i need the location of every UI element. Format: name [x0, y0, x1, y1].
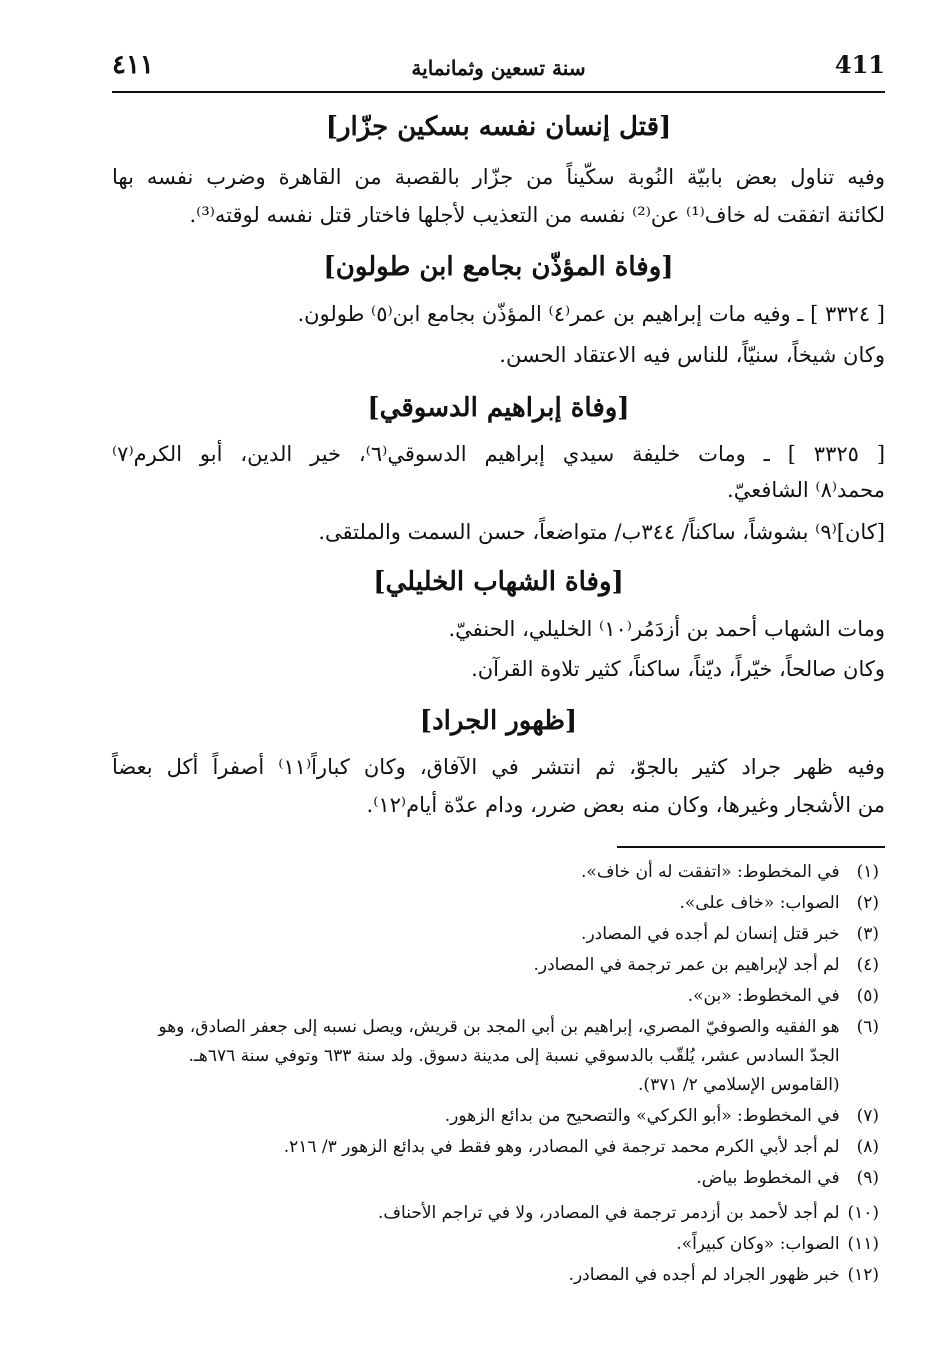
footnote [112, 1168, 879, 1188]
footnote-number: (٤) [856, 955, 879, 975]
footnote [112, 1106, 879, 1126]
footnote-number: (٩) [856, 1168, 879, 1188]
footnote [112, 1203, 879, 1223]
footnote-text: في المخطوط: «أبو الكركي» والتصحيح من بدائع الزهور. [444, 1106, 840, 1126]
footnote-number: (٦) [856, 1017, 879, 1037]
paragraph-line: وفيه تناول بعض بابيّة النُوبة سكّيناً من جزّار بالقصبة من القاهرة وضرب نفسه بها [112, 165, 885, 189]
footnote [112, 1017, 879, 1037]
footnote-text: في المخطوط: «بن». [687, 986, 840, 1006]
running-header [112, 50, 885, 90]
footnote-text: الصواب: «خاف على». [679, 893, 840, 913]
paragraph-line: وفيه ظهر جراد كثير بالجوّ، ثم انتشر في الآفاق، وكان كباراً⁽١١⁾ أصفراً أكل بعضاً [112, 755, 885, 779]
footnote-rule [617, 846, 885, 848]
section-heading: [وفاة إبراهيم الدسوقي] [367, 393, 630, 423]
section-heading: [ظهور الجراد] [419, 706, 578, 736]
section-heading: [وفاة الشهاب الخليلي] [373, 567, 624, 597]
paragraph-line: وكان شيخاً، سنيّاً، للناس فيه الاعتقاد الحسن. [499, 343, 885, 367]
footnote-text: خبر ظهور الجراد لم أجده في المصادر. [568, 1265, 840, 1285]
page-number-arabic: ٤١١ [112, 50, 154, 80]
page-number: 411 [834, 50, 885, 79]
paragraph-line: محمد⁽٨⁾ الشافعيّ. [727, 478, 885, 502]
paragraph-line: [ ٣٣٢٤ ] ـ وفيه مات إبراهيم بن عمر⁽٤⁾ المؤذّن بجامع ابن⁽٥⁾ طولون. [297, 302, 885, 326]
footnote-number: (٨) [856, 1137, 879, 1157]
footnote [112, 924, 879, 944]
footnote-text: في المخطوط: «اتفقت له أن خاف». [581, 862, 840, 882]
footnote-text: (القاموس الإسلامي ٢/ ٣٧١). [638, 1075, 840, 1095]
footnote-number: (١١) [847, 1234, 879, 1254]
running-title: سنة تسعين وثمانماية [411, 56, 586, 80]
footnote-continuation [112, 1046, 879, 1066]
footnote-text: في المخطوط بياض. [696, 1168, 840, 1188]
footnote [112, 893, 879, 913]
paragraph-line: [ ٣٣٢٥ ] ـ ومات خليفة سيدي إبراهيم الدسوقي⁽٦⁾، خير الدين، أبو الكرم⁽٧⁾ [112, 442, 886, 466]
paragraph-line: [كان]⁽٩⁾ بشوشاً، ساكناً/ ٣٤٤ب/ متواضعاً، حسن السمت والملتقى. [318, 520, 885, 544]
footnote-text: الجدّ السادس عشر، يُلقّب بالدسوقي نسبة إلى مدينة دسوق. ولد سنة ٦٣٣ وتوفي سنة ٦٧٦هـ. [188, 1046, 840, 1066]
footnote-number: (٧) [856, 1106, 879, 1126]
footnote-text: الصواب: «وكان كبيراً». [676, 1234, 840, 1254]
paragraph-line: من الأشجار وغيرها، وكان منه بعض ضرر، ودام عدّة أيام⁽١٢⁾. [366, 793, 885, 817]
footnote-number: (٢) [856, 893, 879, 913]
footnote [112, 986, 879, 1006]
footnote-number: (٣) [856, 924, 879, 944]
paragraph-line: ومات الشهاب أحمد بن أزدَمُر⁽١٠⁾ الخليلي، الحنفيّ. [448, 617, 885, 641]
section-heading: [وفاة المؤذّن بجامع ابن طولون] [323, 252, 674, 282]
footnote [112, 1265, 879, 1285]
paragraph-line: لكائنة اتفقت له خاف⁽¹⁾ عن⁽²⁾ نفسه من التعذيب لأجلها فاختار قتل نفسه لوقته⁽³⁾. [189, 203, 885, 227]
section-heading: [قتل إنسان نفسه بسكين جزّار] [325, 112, 672, 142]
footnote-number: (١) [856, 862, 879, 882]
footnote-text: لم أجد لأحمد بن أزدمر ترجمة في المصادر، ولا في تراجم الأحناف. [377, 1203, 840, 1223]
footnote-text: لم أجد لإبراهيم بن عمر ترجمة في المصادر. [533, 955, 840, 975]
footnote [112, 955, 879, 975]
footnote [112, 862, 879, 882]
paragraph-line: وكان صالحاً، خيّراً، ديّناً، ساكناً، كثير تلاوة القرآن. [471, 657, 885, 681]
footnote-continuation [112, 1075, 879, 1095]
footnote-text: هو الفقيه والصوفيّ المصري، إبراهيم بن أبي المجد بن قريش، ويصل نسبه إلى جعفر الصادق، وهو [158, 1017, 840, 1037]
footnote [112, 1234, 879, 1254]
footnote-text: خبر قتل إنسان لم أجده في المصادر. [581, 924, 840, 944]
footnote-number: (١٢) [847, 1265, 879, 1285]
footnote-text: لم أجد لأبي الكرم محمد ترجمة في المصادر، وهو فقط في بدائع الزهور ٣/ ٢١٦. [283, 1137, 840, 1157]
footnote [112, 1137, 879, 1157]
header-rule [112, 91, 885, 93]
footnote-number: (٥) [856, 986, 879, 1006]
footnote-number: (١٠) [847, 1203, 879, 1223]
